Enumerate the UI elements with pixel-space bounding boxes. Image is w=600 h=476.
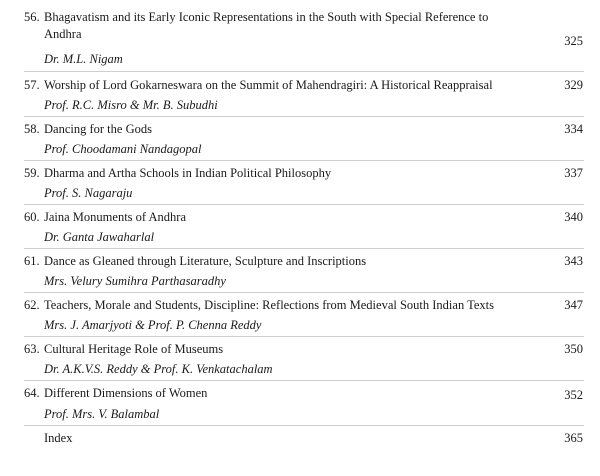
entry-number: 60. bbox=[24, 210, 40, 224]
entry-title-text: Cultural Heritage Role of Museums bbox=[44, 342, 224, 356]
entry-number: 57. bbox=[24, 78, 40, 92]
toc-entry-title bbox=[24, 77, 544, 94]
entry-title-text: Teachers, Morale and Students, Discipline: Reflections from Medieval South Indian Texts bbox=[44, 298, 494, 312]
divider bbox=[24, 425, 584, 426]
divider bbox=[24, 336, 584, 337]
entry-title-text: Different Dimensions of Women bbox=[44, 386, 208, 400]
toc-entry-title bbox=[24, 165, 544, 182]
toc-entry-title bbox=[24, 253, 544, 270]
entry-number: 64. bbox=[24, 386, 40, 400]
index-label: Index bbox=[44, 431, 73, 445]
entry-author: Dr. M.L. Nigam bbox=[44, 52, 123, 66]
entry-page-number: 334 bbox=[564, 122, 583, 136]
entry-page-number: 347 bbox=[564, 298, 583, 312]
entry-number: 56. bbox=[24, 10, 40, 24]
entry-author: Dr. A.K.V.S. Reddy & Prof. K. Venkatachalam bbox=[44, 362, 273, 376]
entry-author: Mrs. J. Amarjyoti & Prof. P. Chenna Reddy bbox=[44, 318, 262, 332]
divider bbox=[24, 248, 584, 249]
entry-title-text: Jaina Monuments of Andhra bbox=[44, 210, 186, 224]
entry-number: 62. bbox=[24, 298, 40, 312]
entry-author: Dr. Ganta Jawaharlal bbox=[44, 230, 155, 244]
entry-title-text: Dharma and Artha Schools in Indian Political Philosophy bbox=[44, 166, 332, 180]
entry-number: 58. bbox=[24, 122, 40, 136]
entry-page-number: 325 bbox=[564, 34, 583, 48]
divider bbox=[24, 204, 584, 205]
toc-entry-title bbox=[24, 341, 544, 358]
toc-entry-title bbox=[24, 297, 544, 314]
entry-title-text: Bhagavatism and its Early Iconic Representations in the South with Special Reference to bbox=[44, 10, 489, 24]
toc-entry-title bbox=[24, 121, 544, 138]
entry-page-number: 340 bbox=[564, 210, 583, 224]
index-page-number: 365 bbox=[564, 431, 583, 445]
entry-number: 63. bbox=[24, 342, 40, 356]
entry-title-text: Dancing for the Gods bbox=[44, 122, 152, 136]
entry-page-number: 329 bbox=[564, 78, 583, 92]
divider bbox=[24, 116, 584, 117]
entry-author: Prof. S. Nagaraju bbox=[44, 186, 133, 200]
entry-page-number: 343 bbox=[564, 254, 583, 268]
entry-author: Mrs. Velury Sumihra Parthasaradhy bbox=[44, 274, 226, 288]
divider bbox=[24, 380, 584, 381]
entry-title-text: Dance as Gleaned through Literature, Sculpture and Inscriptions bbox=[44, 254, 367, 268]
divider bbox=[24, 71, 584, 72]
entry-number: 59. bbox=[24, 166, 40, 180]
entry-title-text: Worship of Lord Gokarneswara on the Summit of Mahendragiri: A Historical Reappraisal bbox=[44, 78, 493, 92]
entry-author: Prof. Choodamani Nandagopal bbox=[44, 142, 202, 156]
entry-author: Prof. Mrs. V. Balambal bbox=[44, 407, 160, 421]
divider bbox=[24, 160, 584, 161]
entry-page-number: 350 bbox=[564, 342, 583, 356]
entry-author: Prof. R.C. Misro & Mr. B. Subudhi bbox=[44, 98, 218, 112]
divider bbox=[24, 292, 584, 293]
toc-entry-title bbox=[24, 385, 544, 402]
entry-page-number: 337 bbox=[564, 166, 583, 180]
entry-number: 61. bbox=[24, 254, 40, 268]
toc-entry-title bbox=[24, 9, 544, 26]
entry-title-continuation: Andhra bbox=[44, 27, 82, 41]
entry-page-number: 352 bbox=[564, 388, 583, 402]
toc-entry-title bbox=[24, 209, 544, 226]
